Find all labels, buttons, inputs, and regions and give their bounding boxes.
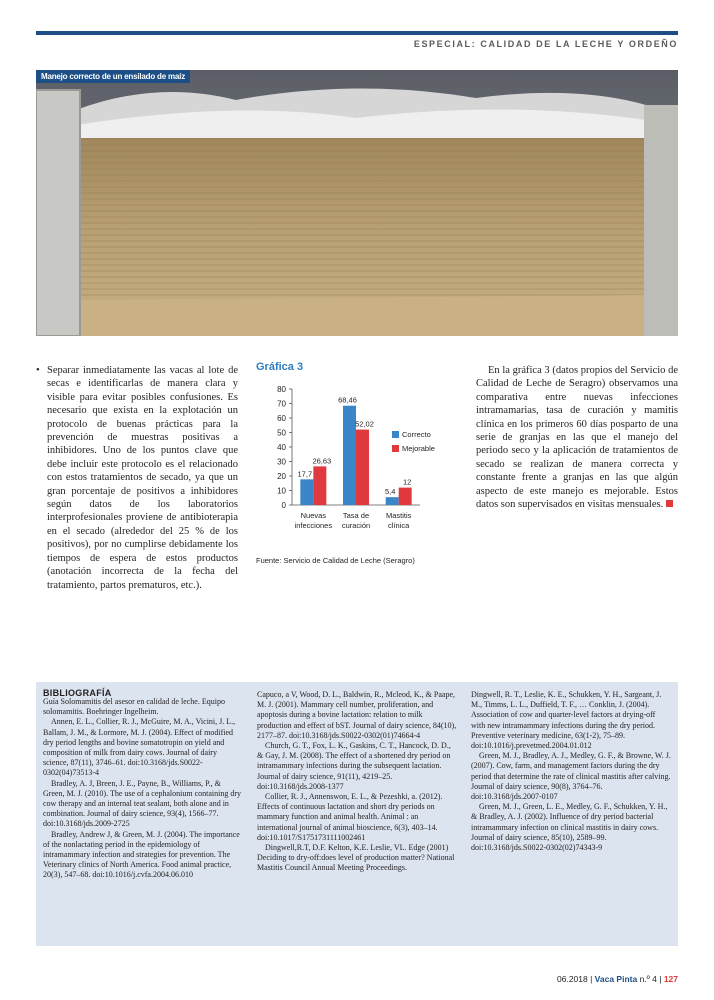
bar-mejorable [313, 466, 326, 505]
bar-correcto [300, 479, 313, 505]
bullet-marker: • [36, 365, 40, 376]
footer-date: 06.2018 | [557, 974, 593, 984]
data-label: 26,63 [312, 456, 332, 466]
x-tick-label: curación [341, 521, 371, 530]
reference: Dingwell, R. T., Leslie, K. E., Schukken, Y. H., Sargeant, J. M., Timms, L. L., Duffield, T. F., … Conklin, J. (2004). Association of cow and quarter-level factors at drying-off with new intramammary infections during the dry period. Preventive veterinary medicine, 63(1-2), 75–89. doi:10.1016/j.prevetmed.2004.01.012 [471, 690, 662, 751]
y-tick-label: 20 [277, 472, 286, 481]
end-mark-icon [666, 500, 673, 507]
y-tick-label: 40 [277, 443, 286, 452]
y-tick-label: 30 [277, 457, 286, 467]
bar-mejorable [356, 430, 369, 505]
reference: Green, M. J., Bradley, A. J., Medley, G. F., & Browne, W. J. (2007). Cow, farm, and management factors during the dry period that determine the rate of clinical mastitis after calving. Journal of dairy science, 90(8), 3764–76. doi:10.3168/jds.2007-0107 [471, 751, 671, 802]
silage-photo [36, 70, 678, 336]
right-paragraph: En la gráfica 3 (datos propios del Servicio de Calidad de Leche de Seragro) observamos una comparativa entre nuevas infecciones intramamarias, tasa de curación y mamitis clínica en los primeros 60 días posparto de una serie de granjas en las que el manejo del periodo seco y la aplicación de tratamientos de secado se realizan de manera correcta y constante frente a granjas en las que algún aspecto de este manejo es mejorable. Estos datos son supervisados en visitas mensuales. [476, 365, 678, 511]
bibliography-title: BIBLIOGRAFÍA [43, 688, 112, 698]
legend-label: Mejorable [402, 444, 435, 453]
footer-issue: n.º 4 | [639, 974, 662, 984]
y-tick-label: 80 [277, 385, 286, 394]
x-tick-label: Mastitis [385, 511, 412, 520]
reference: Bradley, A. J, Breen, J. E., Payne, B., Williams, P., & Green, M. J. (2010). The use of a cephalonium containing dry cow therapy and an internal teat sealant, both alone and in combination. Journal of dairy science, 93(4), 1566–77. doi:10.3168/jds.2009-2725 [43, 778, 242, 829]
bar-chart [252, 374, 460, 560]
legend-swatch [392, 431, 399, 438]
left-column [36, 364, 238, 592]
reference: Dingwell,R.T, D.F. Kelton, K.E. Leslie, VL. Edge (2001) Deciding to dry-off:does level of production matter? National Mastitis Council Annual Meeting Proceedings. [257, 843, 455, 873]
right-column [476, 364, 678, 511]
legend-swatch [392, 445, 399, 452]
x-tick-label: Nuevas [300, 511, 327, 520]
reference: Collier, R. J., Annenswon, E. L., & Pezeshki, a. (2012). Effects of continuous lactation and short dry periods on mammary function and animal health. Animal : an international journal of animal bioscience, 6(3), 403–14. doi:10.1017/S1751731111002461 [257, 792, 443, 842]
reference: Annen, E. L., Collier, R. J., McGuire, M. A., Vicini, J. L., Ballam, J. M., & Lormore, M. J. (2004). Effect of modified dry period lengths and bovine somatotropin on yield and composition of milk from dairy cows. Journal of dairy science, 87(11), 3746–61. doi:10.3168/jds.S0022-0302(04)73513-4 [43, 717, 236, 778]
left-paragraph: Separar inmediatamente las vacas al lote de secas e identificarlas de manera clara y visible para evitar posibles confusiones. Es necesario que exista en la explotación un protocolo de buenas prácticas para la prevención de muestras positivas a inhibidores. Uno de los puntos clave que debe incluir este protocolo es el relacionado con estos tratamientos de secado, ya que un gran porcentaje de positivos a inhibidores según datos de los laboratorios interprofesionales proviene de antibioterapia en el secado (alrededor del 25 % de los positivos), por no cumplirse debidamente los tiempos de espera de estos productos (anotación incorrecta de la fecha del tratamiento, partos prematuros, etc.). [47, 365, 238, 591]
bibliography-column-3 [471, 690, 671, 853]
data-label: 5,4 [384, 487, 396, 497]
reference: Church, G. T., Fox, L. K., Gaskins, C. T., Hancock, D. D., & Gay, J. M. (2008). The effect of a shortened dry period on intramammary infections during the subsequent lactation. Journal of dairy science, 91(11), 4219–25. doi:10.3168/jds.2008-1377 [257, 741, 451, 791]
reference: Bradley, Andrew J, & Green, M. J. (2004). The importance of the nonlactating period in the epidemiology of intramammary infection and strategies for prevention. The Veterinary clinics of North America. Food animal practice, 20(3), 547–68. doi:10.1016/j.cvfa.2004.06.010 [43, 829, 240, 880]
y-tick-label: 50 [277, 428, 286, 438]
x-tick-label: infecciones [294, 521, 333, 530]
reference: Guía Solomamitis del asesor en calidad de leche. Equipo solomamitis. Boehringer Ingelheim. [43, 697, 225, 717]
chart-source: Fuente: Servicio de Calidad de Leche (Seragro) [256, 556, 415, 565]
y-tick-label: 70 [277, 399, 286, 409]
reference: Capuco, a V, Wood, D. L., Baldwin, R., Mcleod, K., & Paape, M. J. (2001). Mammary cell number, proliferation, and apoptosis during a bovine lactation: relation to milk production and effect of bST. Journal of dairy science, 84(10), 2177–87. doi:10.3168/jds.S0022-0302(01)74664-4 [257, 690, 457, 740]
footer-brand: Vaca Pinta [594, 974, 638, 984]
data-label: 12 [402, 477, 412, 487]
bar-mejorable [399, 488, 412, 505]
reference: Green, M. J., Green, L. E., Medley, G. F., Schukken, Y. H., & Bradley, A. J. (2002). Influence of dry period bacterial intramammary infection on clinical mastitis in dairy cows. Journal of dairy science, 85(10), 2589–99. doi:10.3168/jds.S0022-0302(02)74343-9 [471, 802, 668, 853]
silage-illustration [36, 70, 678, 336]
page-footer [557, 974, 678, 984]
bar-correcto [343, 406, 356, 505]
data-label: 68,46 [338, 395, 357, 405]
legend-label: Correcto [402, 430, 431, 439]
x-tick-label: clínica [388, 521, 410, 530]
chart-title: Gráfica 3 [256, 361, 304, 373]
bibliography-column-2 [257, 690, 457, 874]
y-tick-label: 60 [277, 414, 286, 423]
data-label: 17,7 [297, 469, 313, 479]
page-number: 127 [663, 974, 678, 984]
section-header: ESPECIAL: CALIDAD DE LA LECHE Y ORDEÑO [413, 39, 678, 49]
x-tick-label: Tasa de [342, 511, 370, 520]
bar-correcto [386, 497, 399, 505]
photo-caption: Manejo correcto de un ensilado de maíz [36, 70, 190, 83]
y-tick-label: 10 [277, 486, 286, 496]
y-tick-label: 0 [281, 501, 286, 510]
data-label: 52,02 [355, 419, 374, 429]
bibliography-column-1 [43, 697, 243, 881]
top-rule [36, 31, 678, 35]
